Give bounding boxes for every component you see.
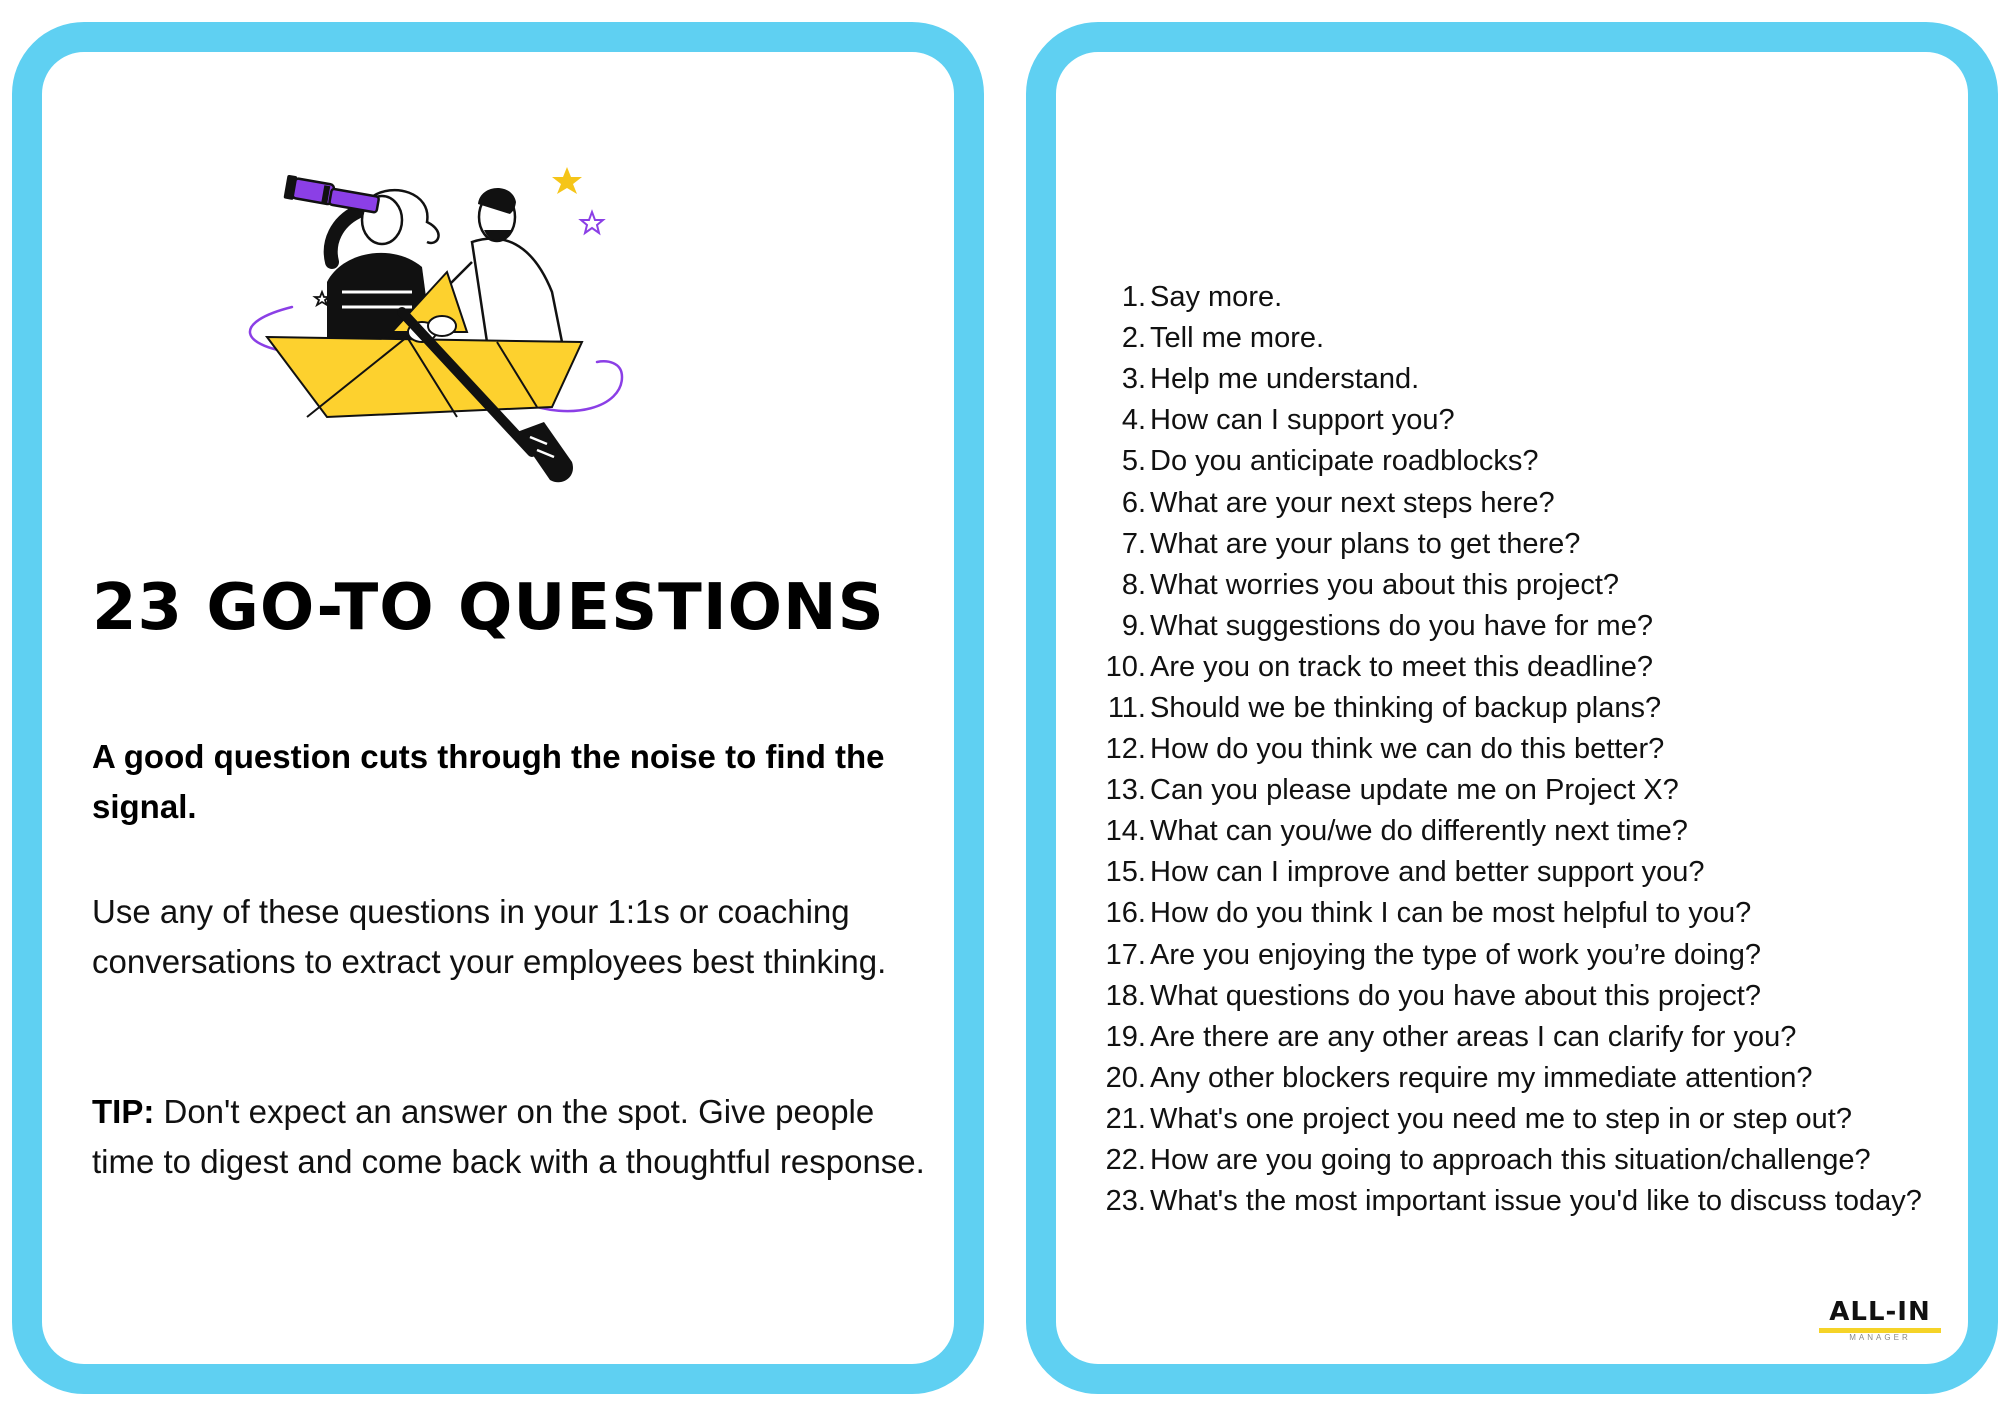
question-text: Are there are any other areas I can clarify for you? [1150, 1020, 1797, 1053]
question-text: What's the most important issue you'd like to discuss today? [1150, 1185, 1922, 1218]
tip-label: TIP: [92, 1093, 155, 1130]
list-item [1082, 318, 1962, 359]
question-text: How do you think we can do this better? [1150, 733, 1665, 766]
question-text: How can I support you? [1150, 404, 1455, 437]
question-text: Say more. [1150, 281, 1283, 314]
list-item [1082, 729, 1962, 770]
question-number: 17. [1105, 938, 1146, 971]
question-number: 3. [1121, 363, 1146, 396]
list-item [1082, 1058, 1962, 1099]
question-number: 11. [1107, 691, 1146, 724]
logo-sub-text: MANAGER [1849, 1333, 1911, 1342]
body-text: Use any of these questions in your 1:1s or coaching conversations to extract your employees best thinking. [92, 893, 887, 980]
question-text: How do you think I can be most helpful to you? [1150, 897, 1752, 930]
question-number: 5. [1121, 445, 1146, 478]
question-number: 18. [1105, 979, 1146, 1012]
question-text: What questions do you have about this project? [1150, 979, 1761, 1012]
question-number: 1. [1121, 281, 1146, 314]
list-item [1082, 565, 1962, 606]
tip-text: Don't expect an answer on the spot. Give people time to digest and come back with a thoughtful response. [92, 1093, 925, 1180]
question-number: 22. [1105, 1144, 1146, 1177]
list-item [1082, 976, 1962, 1017]
question-number: 20. [1105, 1061, 1146, 1094]
question-text: What are your next steps here? [1150, 486, 1555, 519]
list-item [1082, 524, 1962, 565]
question-number: 16. [1105, 897, 1146, 930]
question-text: What's one project you need me to step in or step out? [1150, 1102, 1852, 1135]
question-number: 15. [1105, 856, 1146, 889]
question-text: What can you/we do differently next time? [1150, 815, 1688, 848]
subtitle: A good question cuts through the noise to find the signal. [92, 738, 885, 825]
question-text: What are your plans to get there? [1150, 527, 1581, 560]
question-number: 13. [1105, 774, 1146, 807]
question-text: Can you please update me on Project X? [1150, 774, 1679, 807]
question-text: Should we be thinking of backup plans? [1150, 691, 1662, 724]
question-number: 6. [1121, 486, 1146, 519]
question-number: 19. [1105, 1020, 1146, 1053]
question-number: 7. [1121, 527, 1146, 560]
question-number: 21. [1105, 1102, 1146, 1135]
questions-list [1082, 277, 1962, 1222]
question-number: 12. [1105, 733, 1146, 766]
logo-main-text: ALL-IN [1829, 1297, 1931, 1327]
tip-paragraph [92, 1087, 932, 1187]
page-title: 23 GO-TO QUESTIONS [92, 571, 885, 645]
list-item [1082, 688, 1962, 729]
list-item [1082, 482, 1962, 523]
right-card [1026, 22, 1998, 1394]
list-item [1082, 1181, 1962, 1222]
question-number: 8. [1121, 568, 1146, 601]
rowing-boat-illustration [232, 132, 752, 532]
question-number: 4. [1121, 404, 1146, 437]
question-text: What worries you about this project? [1150, 568, 1620, 601]
list-item [1082, 811, 1962, 852]
list-item [1082, 400, 1962, 441]
question-text: How are you going to approach this situation/challenge? [1150, 1144, 1871, 1177]
list-item [1082, 1099, 1962, 1140]
list-item [1082, 277, 1962, 318]
question-number: 10. [1105, 650, 1146, 683]
question-text: Tell me more. [1150, 322, 1325, 355]
list-item [1082, 893, 1962, 934]
list-item [1082, 1017, 1962, 1058]
list-item [1082, 1140, 1962, 1181]
question-number: 9. [1121, 609, 1146, 642]
question-text: What suggestions do you have for me? [1150, 609, 1653, 642]
left-card [12, 22, 984, 1394]
question-number: 14. [1105, 815, 1146, 848]
question-text: Help me understand. [1150, 363, 1420, 396]
question-text: Do you anticipate roadblocks? [1150, 445, 1539, 478]
question-number: 2. [1121, 322, 1146, 355]
list-item [1082, 770, 1962, 811]
list-item [1082, 441, 1962, 482]
list-item [1082, 852, 1962, 893]
list-item [1082, 606, 1962, 647]
list-item [1082, 647, 1962, 688]
all-in-manager-logo [1810, 1299, 1950, 1342]
question-text: Are you enjoying the type of work you’re doing? [1150, 938, 1761, 971]
question-text: How can I improve and better support you? [1150, 856, 1705, 889]
question-text: Are you on track to meet this deadline? [1150, 650, 1653, 683]
question-text: Any other blockers require my immediate attention? [1150, 1061, 1813, 1094]
list-item [1082, 359, 1962, 400]
list-item [1082, 935, 1962, 976]
question-number: 23. [1105, 1185, 1146, 1218]
